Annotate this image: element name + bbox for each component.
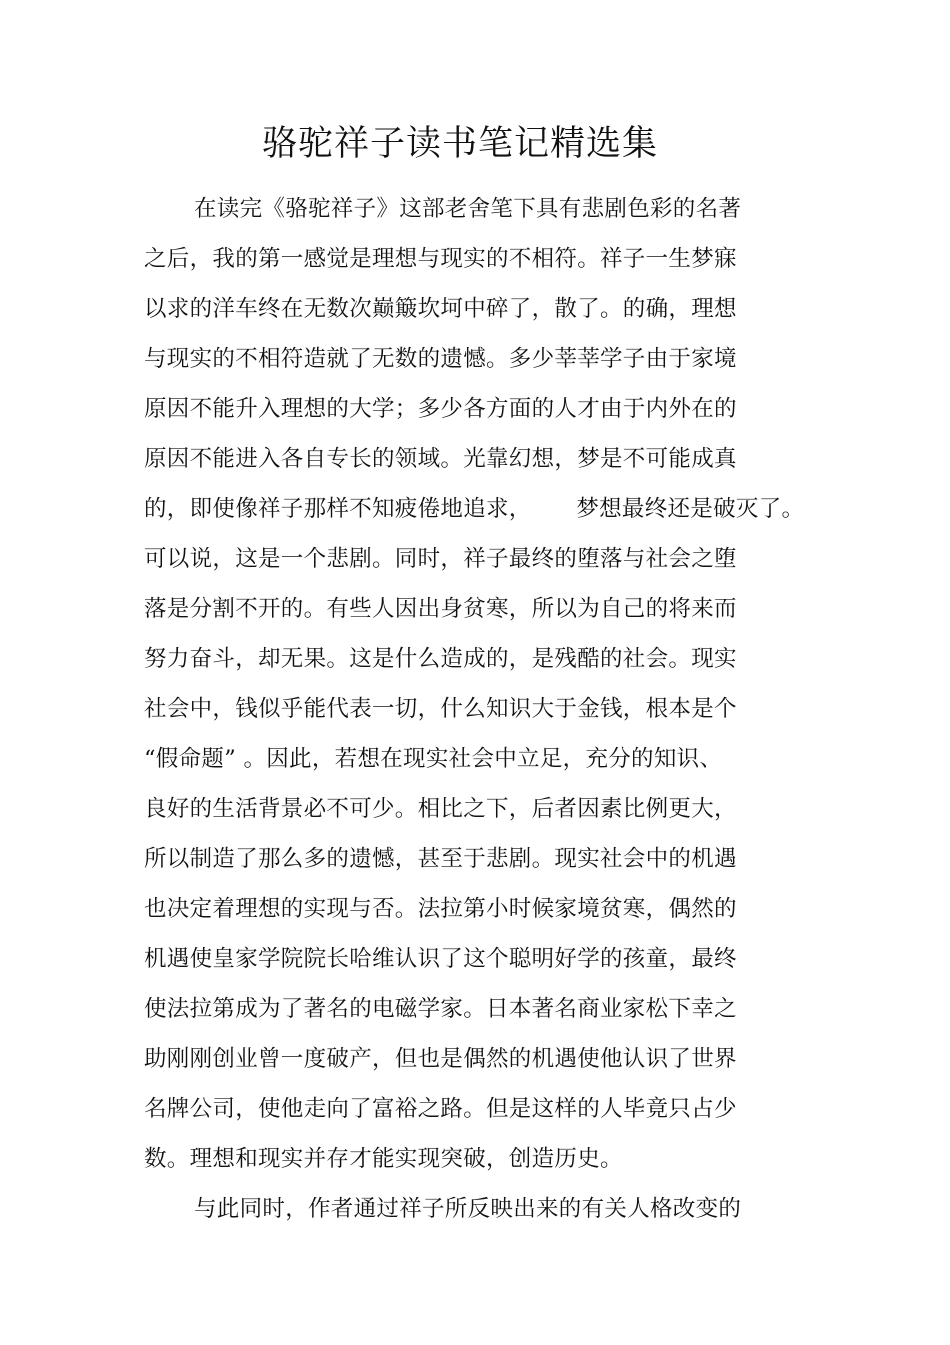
text-line: 与此同时，作者通过祥子所反映出来的有关人格改变的: [194, 1196, 742, 1222]
text-line: 所以制造了那么多的遗憾，甚至于悲剧。现实社会中的机遇: [144, 846, 737, 872]
text-line: 也决定着理想的实现与否。法拉第小时候家境贫寒，偶然的: [144, 896, 737, 922]
text-line: 社会中，钱似乎能代表一切，什么知识大于金钱，根本是个: [144, 696, 737, 722]
text-line: 使法拉第成为了著名的电磁学家。日本著名商业家松下幸之: [144, 996, 737, 1022]
text-line: 助刚刚创业曾一度破产，但也是偶然的机遇使他认识了世界: [144, 1046, 737, 1072]
text-line: 之后，我的第一感觉是理想与现实的不相符。祥子一生梦寐: [144, 246, 737, 272]
text-line: “假命题” 。因此，若想在现实社会中立足，充分的知识、: [144, 746, 723, 772]
text-line: 的，即使像祥子那样不知疲倦地追求， 梦想最终还是破灭了。: [144, 496, 805, 522]
document-title: 骆驼祥子读书笔记精选集: [261, 124, 658, 164]
text-line: 原因不能进入各自专长的领域。光靠幻想，梦是不可能成真: [144, 446, 737, 472]
text-line: 以求的洋车终在无数次巅簸坎坷中碎了，散了。的确，理想: [144, 296, 737, 322]
text-line: 在读完《骆驼祥子》这部老舍笔下具有悲剧色彩的名著: [194, 196, 742, 222]
text-line: 名牌公司，使他走向了富裕之路。但是这样的人毕竟只占少: [144, 1096, 737, 1122]
text-line: 落是分割不开的。有些人因出身贫寒，所以为自己的将来而: [144, 596, 737, 622]
text-line: 机遇使皇家学院院长哈维认识了这个聪明好学的孩童，最终: [144, 946, 737, 972]
text-line: 原因不能升入理想的大学；多少各方面的人才由于内外在的: [144, 396, 737, 422]
text-line: 数。理想和现实并存才能实现突破，创造历史。: [144, 1146, 623, 1172]
text-line: 努力奋斗，却无果。这是什么造成的，是残酷的社会。现实: [144, 646, 737, 672]
text-line: 可以说，这是一个悲剧。同时，祥子最终的堕落与社会之堕: [144, 546, 737, 572]
text-line: 良好的生活背景必不可少。相比之下，后者因素比例更大，: [144, 796, 737, 822]
text-line: 与现实的不相符造就了无数的遗憾。多少莘莘学子由于家境: [144, 346, 737, 372]
